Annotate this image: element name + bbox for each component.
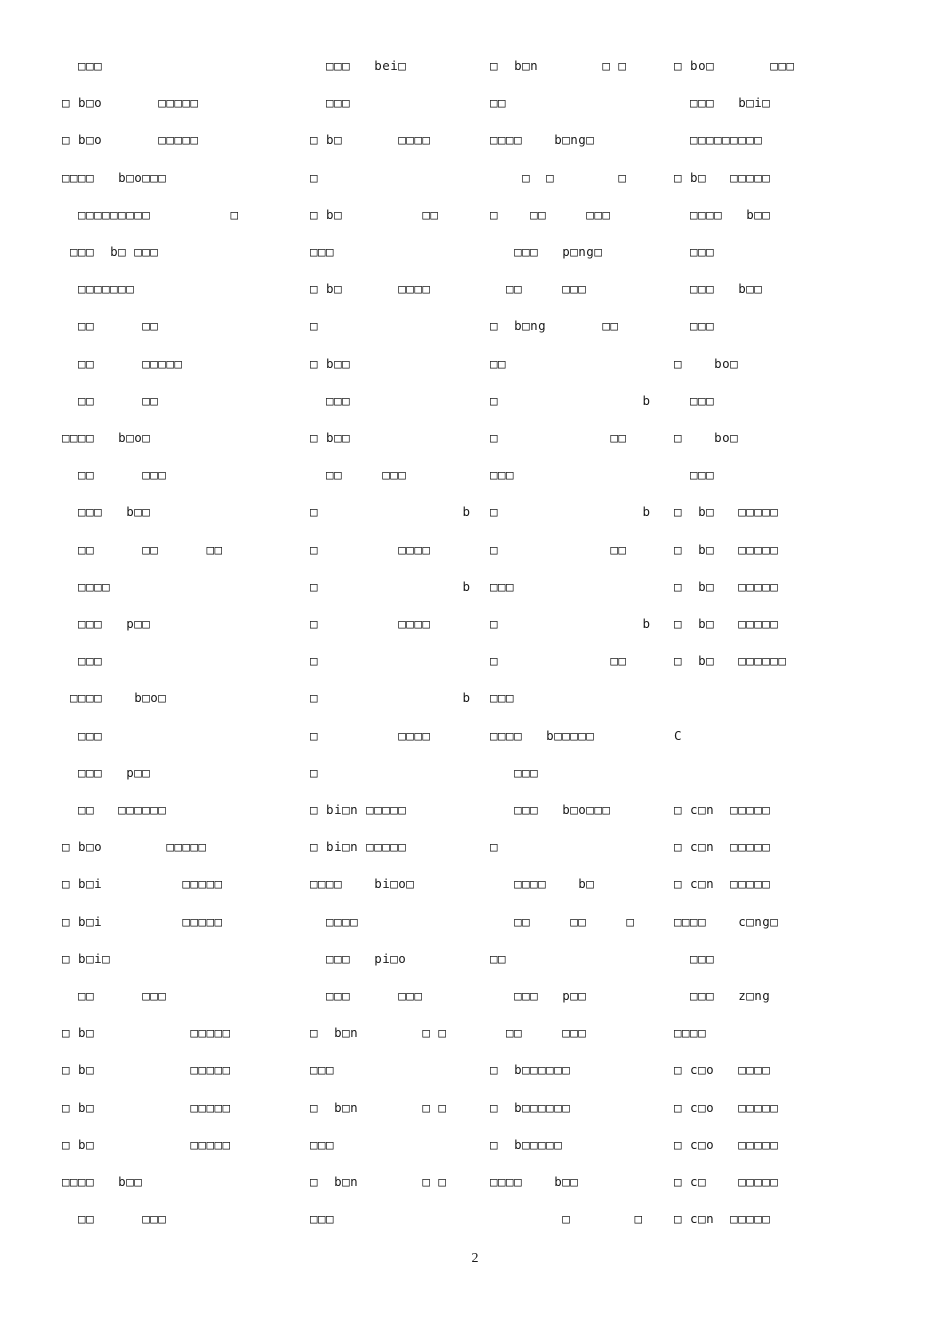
text-cell: □ b□ □□□□□ bbox=[62, 1099, 231, 1115]
text-cell: □ b□ □□□□□ bbox=[674, 169, 771, 185]
text-cell: □□□□ bi□o□ bbox=[310, 876, 415, 892]
text-cell: □ c□n □□□□□ bbox=[674, 802, 771, 817]
text-cell: □□ □□□ bbox=[62, 988, 167, 1003]
text-cell: □ □□ □□□ bbox=[490, 206, 611, 222]
text-cell: □ bi□n □□□□□ bbox=[310, 839, 407, 855]
text-cell: □□□□□□□□□ □ bbox=[62, 206, 239, 222]
text-cell: □ bbox=[310, 653, 319, 669]
text-cell: □□□□ c□ng□ bbox=[674, 913, 779, 929]
text-cell: □□□ bbox=[490, 578, 515, 594]
text-cell: □□□□ b□□ bbox=[490, 1174, 579, 1189]
text-cell: □ c□o □□□□□ bbox=[674, 1099, 779, 1115]
text-cell: □ b bbox=[490, 504, 651, 520]
text-cell: □ b□□□□□□ bbox=[490, 1062, 571, 1078]
text-cell: □□ □□□ bbox=[310, 467, 407, 483]
text-cell: □ □ bbox=[490, 1211, 643, 1227]
text-cell: □□□□□□□□□ bbox=[674, 132, 763, 148]
text-cell: □ b□ □□□□□ bbox=[62, 1136, 231, 1152]
text-cell: □ b□ □□□□□□ bbox=[674, 653, 787, 669]
text-cell: □ □□□□ bbox=[310, 541, 431, 557]
text-cell: □ c□o □□□□□ bbox=[674, 1136, 779, 1152]
text-cell: □ b□□ bbox=[310, 355, 351, 371]
text-cell: □□ □□ □□ bbox=[62, 541, 223, 557]
text-cell: □ □ □ bbox=[490, 169, 627, 185]
text-cell: □ bbox=[310, 169, 319, 185]
text-cell: □ bbox=[310, 318, 319, 334]
text-cell: □□□ bbox=[310, 244, 335, 259]
text-cell: □□□ bei□ bbox=[310, 58, 407, 73]
text-cell: □ b□o □□□□□ bbox=[62, 839, 207, 855]
text-cell: □ c□n □□□□□ bbox=[674, 876, 771, 892]
text-cell: □□□□ b□o□ bbox=[62, 430, 151, 445]
text-cell: □ b□ □□ bbox=[310, 206, 439, 222]
text-cell: C bbox=[674, 727, 683, 743]
text-cell: □□□ bbox=[62, 727, 103, 743]
text-cell: □ b□ □□□□ bbox=[310, 281, 431, 297]
text-cell: □□□ b□o□□□ bbox=[490, 802, 611, 817]
text-cell: □□□ p□□ bbox=[62, 764, 151, 780]
text-cell: □□□□ b□□ bbox=[62, 1174, 143, 1189]
text-cell: □ b□ □□□□□ bbox=[674, 616, 779, 631]
text-cell: □□□ pi□o bbox=[310, 950, 407, 966]
text-cell: □□□ bbox=[310, 95, 351, 111]
text-cell: □ b□ □□□□ bbox=[310, 132, 431, 148]
text-cell: □□□ b□i□ bbox=[674, 95, 771, 111]
text-cell: □□ □□ bbox=[62, 392, 159, 408]
text-cell: □ b□ □□□□□ bbox=[62, 1062, 231, 1078]
text-cell: □ b bbox=[310, 504, 471, 520]
text-cell: □□□ bbox=[674, 318, 715, 334]
text-cell: □□ □□□ bbox=[490, 1025, 587, 1041]
text-cell: □ b□ng □□ bbox=[490, 318, 619, 334]
text-cell: □□□ bbox=[310, 392, 351, 408]
text-cell: □ bbox=[310, 764, 319, 780]
text-cell: □□□□ bbox=[62, 578, 111, 594]
text-cell: □ b□□□□□ bbox=[490, 1136, 563, 1152]
text-cell: □□□ b□ □□□ bbox=[62, 244, 159, 259]
text-cell: □ b□ □□□□□ bbox=[674, 541, 779, 557]
text-cell: □ b□□ bbox=[310, 430, 351, 445]
text-cell: □ b□□□□□□ bbox=[490, 1099, 571, 1115]
text-cell: □□□ bbox=[310, 1136, 335, 1152]
text-cell: □□□ bbox=[62, 58, 103, 73]
text-cell: □□□ bbox=[674, 392, 715, 408]
text-cell: □ □□ bbox=[490, 653, 627, 669]
text-cell: □□□ bbox=[490, 764, 539, 780]
text-cell: □□□□ b□ng□ bbox=[490, 132, 595, 148]
text-cell: □ □□ bbox=[490, 541, 627, 557]
text-cell: □□ □□ bbox=[62, 318, 159, 334]
text-cell: □□□ b□□ bbox=[674, 281, 763, 297]
text-cell: □□□ bbox=[490, 690, 515, 706]
text-cell: □ bo□ bbox=[674, 355, 739, 371]
text-cell: □ b□n □ □ bbox=[310, 1174, 447, 1189]
text-cell: □□□ bbox=[674, 467, 715, 483]
text-cell: □□□□ bbox=[674, 1025, 707, 1041]
text-cell: □□□ z□ng bbox=[674, 988, 771, 1003]
text-cell: □□□□ b□□□□□ bbox=[490, 727, 595, 743]
text-cell: □ b□i □□□□□ bbox=[62, 913, 223, 929]
text-cell: □ □□□□ bbox=[310, 616, 431, 631]
text-cell: □ □□ bbox=[490, 430, 627, 445]
text-cell: □□ □□ □ bbox=[490, 913, 635, 929]
text-cell: □ b□ □□□□□ bbox=[674, 504, 779, 520]
text-cell: □ c□ □□□□□ bbox=[674, 1174, 779, 1189]
text-cell: □ b□n □ □ bbox=[310, 1099, 447, 1115]
text-cell: □□□ bbox=[310, 1211, 335, 1227]
text-cell: □ bo□ □□□ bbox=[674, 58, 795, 73]
text-cell: □ c□n □□□□□ bbox=[674, 839, 771, 855]
text-cell: □ b bbox=[310, 578, 471, 594]
text-cell: □ bi□n □□□□□ bbox=[310, 802, 407, 817]
text-cell: □□□ bbox=[310, 1062, 335, 1078]
text-cell: □□□□ b□□ bbox=[674, 206, 771, 222]
text-cell: □ b□i□ bbox=[62, 950, 111, 966]
text-cell: □ b bbox=[490, 616, 651, 631]
text-cell: □□□ bbox=[674, 950, 715, 966]
text-cell: □□ □□□ bbox=[62, 467, 167, 483]
text-cell: □ b bbox=[310, 690, 471, 706]
text-cell: □□□ b□□ bbox=[62, 504, 151, 520]
text-cell: □□□ bbox=[490, 467, 515, 483]
text-cell: □□□□ bbox=[310, 913, 359, 929]
text-cell: □□□ p□□ bbox=[490, 988, 587, 1003]
text-cell: □□□□ b□o□ bbox=[62, 690, 167, 706]
text-cell: □ c□n □□□□□ bbox=[674, 1211, 771, 1227]
text-cell: □□ □□□ bbox=[490, 281, 587, 297]
text-cell: □□□ p□ng□ bbox=[490, 244, 603, 259]
text-cell: □ b bbox=[490, 392, 651, 408]
text-cell: □□□□ b□ bbox=[490, 876, 595, 892]
text-cell: □□ □□□□□ bbox=[62, 355, 183, 371]
text-cell: □□ bbox=[490, 355, 507, 371]
text-cell: □□□□ b□o□□□ bbox=[62, 169, 167, 185]
text-cell: □ b□n □ □ bbox=[310, 1025, 447, 1041]
text-cell: □□□ □□□ bbox=[310, 988, 423, 1003]
text-cell: □□ □□□□□□ bbox=[62, 802, 167, 817]
text-cell: □ b□o □□□□□ bbox=[62, 95, 199, 111]
text-cell: □□□ bbox=[674, 244, 715, 259]
text-cell: □ bo□ bbox=[674, 430, 739, 445]
text-cell: □ b□n □ □ bbox=[490, 58, 627, 73]
text-cell: □ b□ □□□□□ bbox=[62, 1025, 231, 1041]
text-cell: □□□ p□□ bbox=[62, 616, 151, 631]
text-cell: □ □□□□ bbox=[310, 727, 431, 743]
text-cell: □ b□i □□□□□ bbox=[62, 876, 223, 892]
text-cell: □ bbox=[490, 839, 499, 855]
text-cell: □□□□□□□ bbox=[62, 281, 135, 297]
text-cell: □ c□o □□□□ bbox=[674, 1062, 771, 1078]
text-cell: □□ bbox=[490, 950, 507, 966]
page-number: 2 bbox=[471, 1251, 479, 1266]
text-cell: □□ bbox=[490, 95, 507, 111]
text-cell: □ b□o □□□□□ bbox=[62, 132, 199, 148]
text-cell: □□□ bbox=[62, 653, 103, 669]
text-cell: □□ □□□ bbox=[62, 1211, 167, 1227]
text-cell: □ b□ □□□□□ bbox=[674, 578, 779, 594]
